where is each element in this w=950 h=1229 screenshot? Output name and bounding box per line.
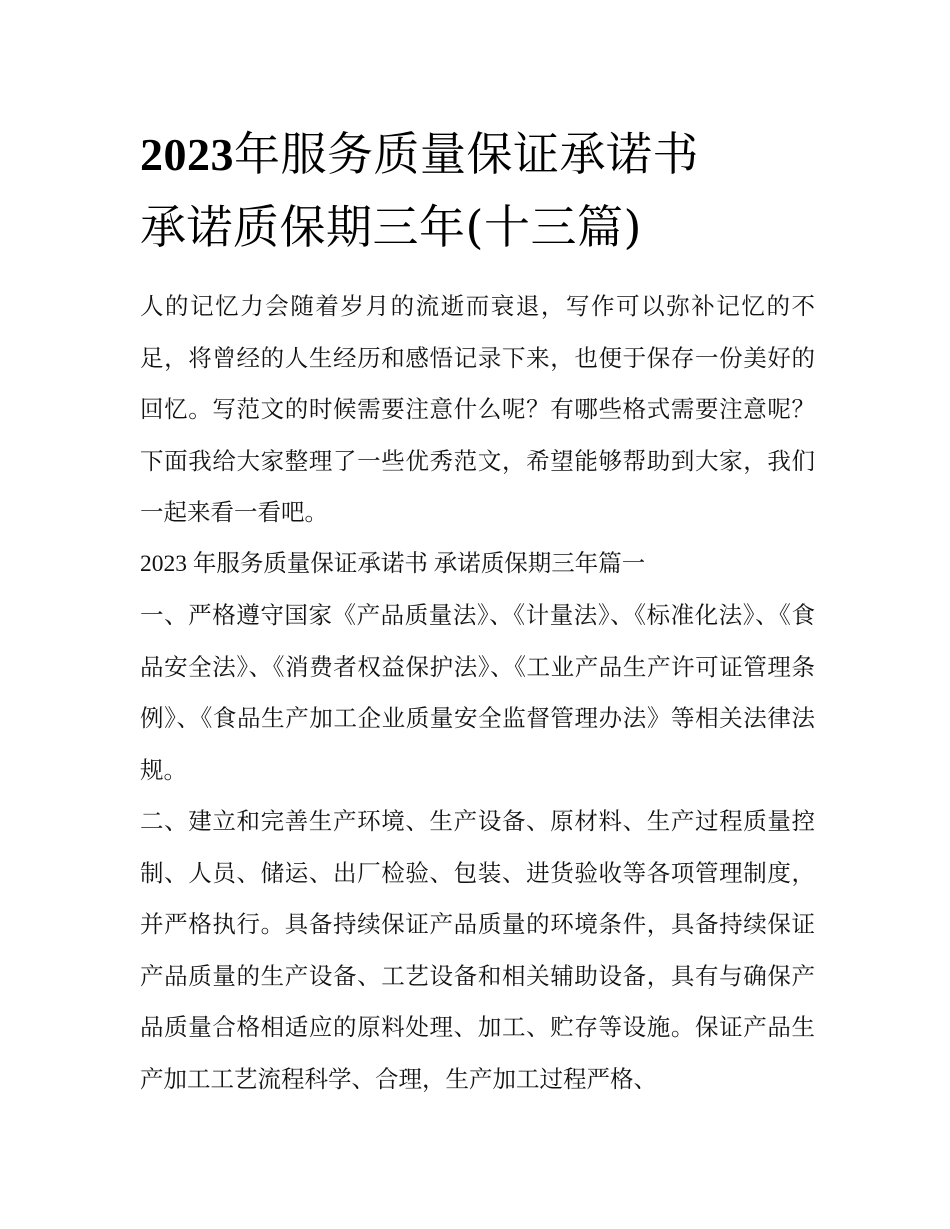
document-body xyxy=(140,281,815,1105)
section-heading: 2023 年服务质量保证承诺书 承诺质保期三年篇一 xyxy=(140,550,646,577)
document-title xyxy=(140,118,815,263)
title-line-1-text: 年服务质量保证承诺书 xyxy=(234,127,699,181)
intro-paragraph: 人的记忆力会随着岁月的流逝而衰退，写作可以弥补记忆的不足，将曾经的人生经历和感悟记录下来，也便于保存一份美好的回忆。写范文的时候需要注意什么呢？有哪些格式需要注意呢？下面我给大家整理了一些优秀范文，希望能够帮助到大家，我们一起来看一看吧。 xyxy=(140,292,815,526)
document-content xyxy=(140,118,815,1105)
title-line-2: 承诺质保期三年(十三篇) xyxy=(140,200,642,254)
title-line-1 xyxy=(140,118,815,191)
title-year: 2023 xyxy=(140,129,234,180)
clause-2-paragraph: 二、建立和完善生产环境、生产设备、原材料、生产过程质量控制、人员、储运、出厂检验、包装、进货验收等各项管理制度，并严格执行。具备持续保证产品质量的环境条件，具备持续保证产品质量的生产设备、工艺设备和相关辅助设备，具有与确保产品质量合格相适应的原料处理、加工、贮存等设施。保证产品生产加工工艺流程科学、合理，生产加工过程严格、 xyxy=(140,807,815,1093)
clause-1-paragraph: 一、严格遵守国家《产品质量法》、《计量法》、《标准化法》、《食品安全法》、《消费者权益保护法》、《工业产品生产许可证管理条例》、《食品生产加工企业质量安全监督管理办法》等相关法律法规。 xyxy=(140,601,815,784)
